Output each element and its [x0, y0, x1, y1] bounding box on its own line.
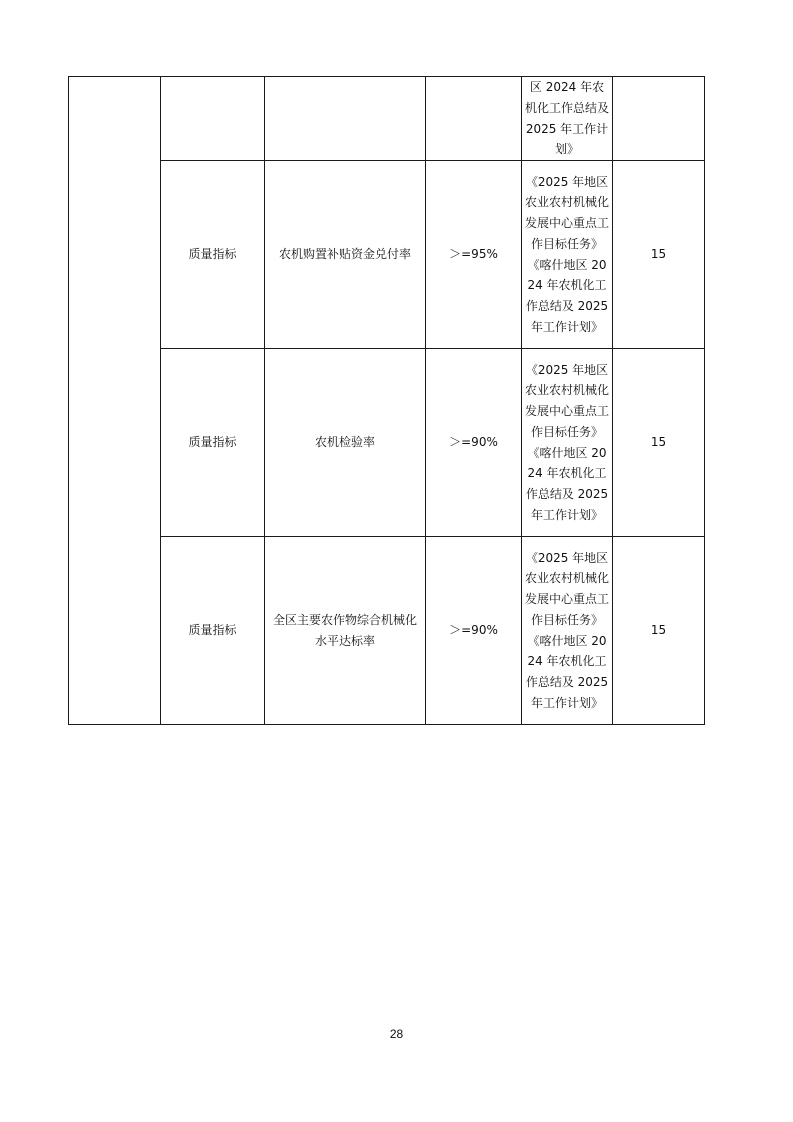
table-row	[69, 161, 705, 349]
score-cell: 15	[613, 537, 705, 725]
source-basis-cell	[522, 161, 613, 349]
indicator-text: 全区主要农作物综合机械化水平达标率	[272, 612, 417, 648]
score-cell: 15	[613, 161, 705, 349]
score-cell: 15	[613, 349, 705, 537]
source-basis-cell	[522, 537, 613, 725]
table-row	[69, 77, 705, 161]
score-cell	[613, 77, 705, 161]
indicator-cell	[265, 537, 426, 725]
table-row	[69, 537, 705, 725]
category-cell: 质量指标	[161, 161, 265, 349]
performance-indicator-table	[68, 76, 705, 725]
source-basis-cell	[522, 349, 613, 537]
source-basis-text: 区 2024 年农机化工作总结及 2025 年工作计划》	[525, 80, 610, 157]
indicator-text: 农机购置补贴资金兑付率	[278, 247, 411, 262]
table-row	[69, 349, 705, 537]
target-value-cell: ＞=90%	[426, 349, 522, 537]
source-basis-cell	[522, 77, 613, 161]
target-value-cell: ＞=90%	[426, 537, 522, 725]
category-cell	[161, 77, 265, 161]
target-value-cell	[426, 77, 522, 161]
target-value-cell: ＞=95%	[426, 161, 522, 349]
source-basis-text: 《2025 年地区农业农村机械化发展中心重点工作目标任务》《喀什地区 2024 年农机化工作总结及 2025 年工作计划》	[525, 550, 610, 711]
source-basis-text: 《2025 年地区农业农村机械化发展中心重点工作目标任务》《喀什地区 2024 年农机化工作总结及 2025 年工作计划》	[525, 174, 610, 335]
indicator-cell	[265, 77, 426, 161]
category-cell: 质量指标	[161, 349, 265, 537]
merged-first-column-cell	[69, 77, 161, 725]
source-basis-text: 《2025 年地区农业农村机械化发展中心重点工作目标任务》《喀什地区 2024 年农机化工作总结及 2025 年工作计划》	[525, 362, 610, 523]
indicator-text: 农机检验率	[314, 435, 375, 450]
category-cell: 质量指标	[161, 537, 265, 725]
page-number: 28	[389, 1027, 404, 1041]
indicator-cell	[265, 349, 426, 537]
indicator-cell	[265, 161, 426, 349]
